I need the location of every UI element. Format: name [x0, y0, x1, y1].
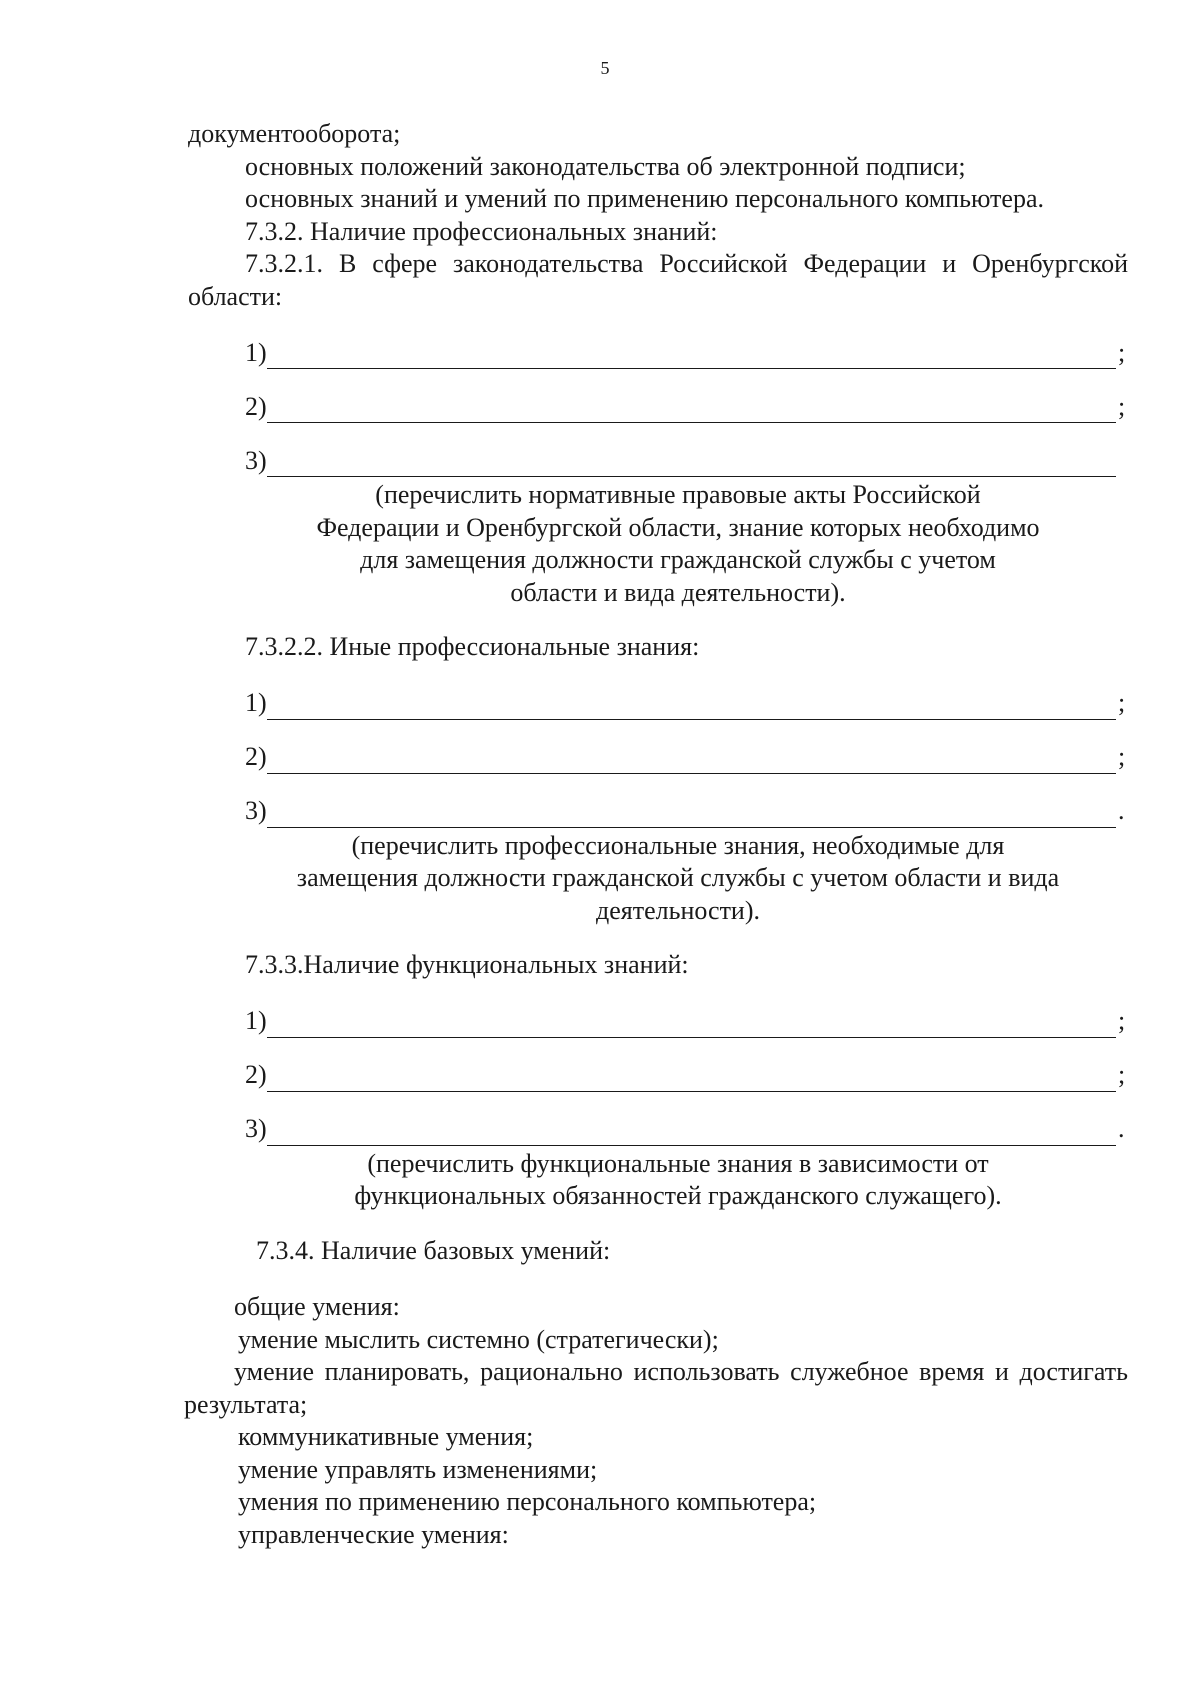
- section-7-3-2-2-note: [188, 830, 1128, 928]
- blank-line-input[interactable]: [267, 692, 1116, 720]
- section-7-3-2-1-list: [188, 335, 1128, 477]
- item-number: 1): [245, 337, 267, 367]
- blank-field-row: [188, 1058, 1128, 1092]
- section-7-3-4-list: [184, 1291, 1128, 1551]
- blank-field-row: [188, 740, 1128, 774]
- intro-line-3: основных знаний и умений по применению персонального компьютера.: [245, 184, 1044, 213]
- section-7-3-4-heading: 7.3.4. Наличие базовых умений:: [256, 1235, 611, 1265]
- note-line: (перечислить функциональные знания в зависимости от: [367, 1148, 989, 1178]
- note-line: для замещения должности гражданской службы с учетом: [360, 545, 996, 574]
- blank-line-input[interactable]: [267, 1118, 1116, 1146]
- note-line: (перечислить нормативные правовые акты Российской: [375, 480, 981, 509]
- blank-line-input[interactable]: [267, 1010, 1116, 1038]
- item-terminator: ;: [1118, 337, 1126, 367]
- item-terminator: ;: [1118, 688, 1126, 717]
- section-7-3-2-2-heading: 7.3.2.2. Иные профессиональные знания:: [245, 632, 700, 661]
- blank-line-input[interactable]: [267, 746, 1116, 774]
- blank-field-row: [188, 1112, 1128, 1146]
- item-number: 3): [245, 445, 267, 475]
- blank-line-input[interactable]: [267, 449, 1116, 477]
- skills-line: умение управлять изменениями;: [238, 1454, 598, 1484]
- skills-line: умение мыслить системно (стратегически);: [238, 1324, 719, 1354]
- page-number: 5: [600, 58, 610, 78]
- section-7-3-2-1-heading: 7.3.2.1. В сфере законодательства Российской Федерации и Оренбургской области:: [188, 249, 1128, 311]
- section-7-3-2-2-list: [188, 686, 1128, 828]
- item-terminator: ;: [1118, 391, 1126, 421]
- item-number: 3): [245, 1114, 267, 1143]
- blank-line-input[interactable]: [267, 341, 1116, 369]
- note-line: области и вида деятельности).: [510, 577, 846, 607]
- item-number: 2): [245, 742, 267, 771]
- note-line: деятельности).: [596, 895, 760, 925]
- blank-line-input[interactable]: [267, 800, 1116, 828]
- section-7-3-3-note: [188, 1148, 1128, 1213]
- section-7-3-3-list: [188, 1004, 1128, 1146]
- item-terminator: .: [1118, 796, 1125, 825]
- item-number: 1): [245, 1006, 267, 1035]
- item-terminator: ;: [1118, 1060, 1126, 1089]
- item-terminator: .: [1118, 1114, 1125, 1143]
- skills-line: управленческие умения:: [238, 1519, 509, 1549]
- intro-line-2: основных положений законодательства об электронной подписи;: [245, 151, 966, 181]
- section-7-3-2-1-note: [188, 479, 1128, 609]
- blank-field-row: [188, 794, 1128, 828]
- item-terminator: ;: [1118, 742, 1126, 771]
- note-line: (перечислить профессиональные знания, необходимые для: [351, 830, 1005, 860]
- note-line: Федерации и Оренбургской области, знание которых необходимо: [316, 512, 1040, 542]
- blank-field-row: [188, 443, 1128, 477]
- note-line: функциональных обязанностей гражданского служащего).: [354, 1181, 1002, 1210]
- item-number: 1): [245, 688, 267, 717]
- skills-line: умения по применению персонального компьютера;: [238, 1487, 817, 1516]
- item-number: 2): [245, 1060, 267, 1089]
- blank-field-row: [188, 1004, 1128, 1038]
- section-7-3-2-heading: 7.3.2. Наличие профессиональных знаний:: [245, 216, 718, 246]
- skills-line: коммуникативные умения;: [238, 1422, 534, 1451]
- blank-field-row: [188, 335, 1128, 369]
- section-7-3-3-heading: 7.3.3.Наличие функциональных знаний:: [245, 950, 689, 979]
- blank-field-row: [188, 389, 1128, 423]
- item-number: 2): [245, 391, 267, 421]
- document-body: [184, 118, 1128, 1551]
- blank-line-input[interactable]: [267, 1064, 1116, 1092]
- blank-line-input[interactable]: [267, 395, 1116, 423]
- skills-line: общие умения:: [234, 1292, 400, 1321]
- item-terminator: ;: [1118, 1006, 1126, 1035]
- item-number: 3): [245, 796, 267, 825]
- note-line: замещения должности гражданской службы с учетом области и вида: [296, 863, 1060, 892]
- skills-line: умение планировать, рационально использовать служебное время и достигать результата;: [184, 1357, 1128, 1419]
- intro-line-1: документооборота;: [188, 119, 401, 148]
- blank-field-row: [188, 686, 1128, 720]
